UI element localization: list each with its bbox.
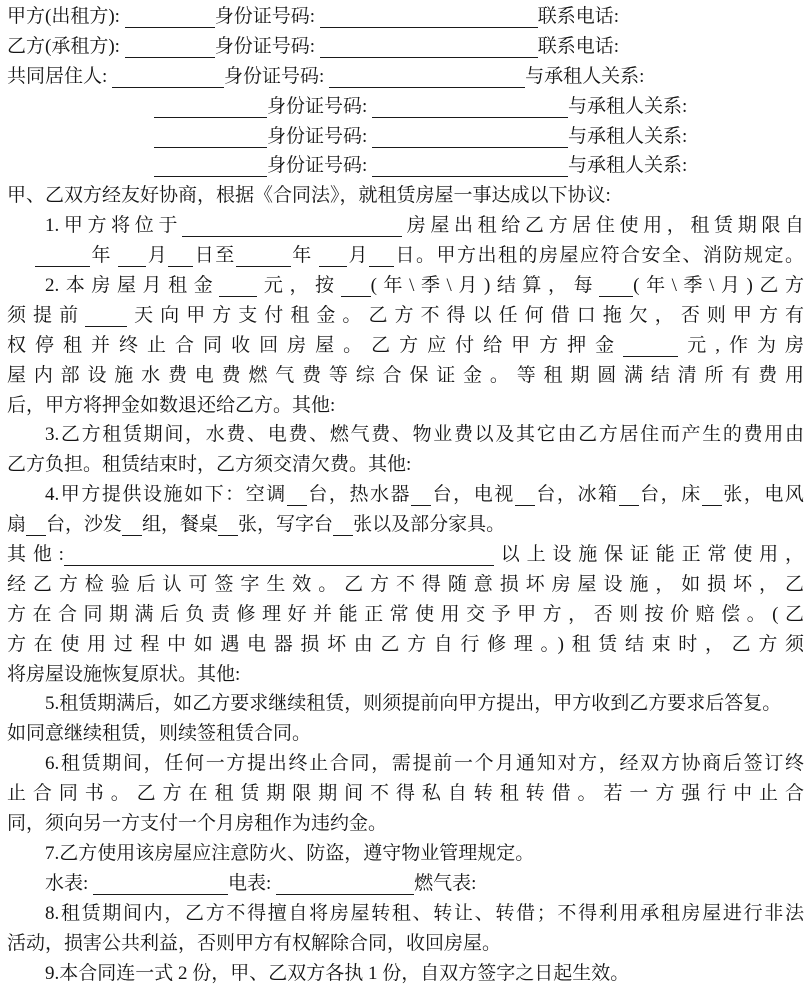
- text-segment: 元，按: [257, 275, 341, 297]
- line-clause5-b: [7, 719, 804, 749]
- line-clause4-a: [7, 480, 804, 510]
- fill-in-blank[interactable]: [623, 332, 678, 357]
- fill-in-blank[interactable]: [154, 123, 267, 148]
- text-segment: 与承租人关系:: [568, 95, 688, 117]
- line-cohabitant-2: [7, 92, 804, 122]
- text-segment: 房屋出租给乙方居住使用，租赁期限自: [402, 215, 804, 237]
- line-clause3-a: [7, 420, 804, 450]
- fill-in-blank[interactable]: [333, 511, 353, 536]
- fill-in-blank[interactable]: [319, 242, 347, 267]
- fill-in-blank[interactable]: [702, 481, 722, 506]
- text-segment: 权停租并终止合同收回房屋。乙方应付给甲方押金: [7, 334, 624, 356]
- text-segment: 元,作为房: [678, 334, 804, 356]
- text-segment: 联系电话:: [537, 35, 619, 57]
- line-party-a: [7, 2, 804, 32]
- text-segment: 甲方(出租方):: [7, 6, 125, 27]
- line-clause2-e: [7, 391, 804, 421]
- line-clause4-d: [7, 570, 804, 600]
- text-segment: 将房屋设施恢复原状。其他:: [7, 663, 241, 685]
- text-segment: 5.租赁期满后，如乙方要求继续租赁，则须提前向甲方提出，甲方收到乙方要求后答复。: [45, 693, 782, 715]
- line-party-b: [7, 32, 804, 62]
- fill-in-blank[interactable]: [85, 302, 127, 327]
- text-segment: 乙方负担。租赁结束时，乙方须交清欠费。其他:: [7, 454, 412, 476]
- text-segment: 方在使用过程中如遇电器损坏由乙方自行修理。)租赁结束时，乙方须: [7, 633, 804, 655]
- fill-in-blank[interactable]: [125, 3, 215, 28]
- text-segment: 月: [347, 245, 369, 267]
- fill-in-blank[interactable]: [369, 242, 394, 267]
- line-clause1-a: [7, 211, 804, 241]
- text-segment: 以上设施保证能正常使用，: [493, 544, 804, 566]
- text-segment: 身份证号码:: [214, 6, 320, 27]
- line-clause2-a: [7, 271, 804, 301]
- line-cohabitant-1: [7, 62, 804, 92]
- line-cohabitant-3: [7, 122, 804, 152]
- fill-in-blank[interactable]: [219, 272, 257, 297]
- line-clause4-g: [7, 660, 804, 690]
- text-segment: 同，须向另一方支付一个月房租作为违约金。: [7, 813, 388, 835]
- fill-in-blank[interactable]: [372, 123, 568, 148]
- fill-in-blank[interactable]: [515, 481, 535, 506]
- line-meters: [7, 869, 804, 899]
- fill-in-blank[interactable]: [619, 481, 639, 506]
- text-segment: 台，沙发: [46, 514, 123, 536]
- text-segment: 扇: [7, 514, 27, 536]
- fill-in-blank[interactable]: [122, 511, 142, 536]
- text-segment: 与承租人关系:: [525, 65, 645, 87]
- text-segment: 经乙方检验后认可签字生效。乙方不得随意损坏房屋设施，如损坏，乙: [7, 573, 804, 595]
- line-clause8-a: [7, 899, 804, 929]
- text-segment: 张以及部分家具。: [353, 514, 506, 536]
- line-clause2-b: [7, 301, 804, 331]
- line-clause5-a: [7, 689, 804, 719]
- text-segment: 活动，损害公共利益，否则甲方有权解除合同，收回房屋。: [7, 932, 502, 954]
- line-clause6-c: [7, 809, 804, 839]
- text-segment: 张，电风: [721, 484, 804, 506]
- text-segment: 如同意继续租赁，则续签租赁合同。: [7, 723, 312, 745]
- line-clause2-c: [7, 331, 804, 361]
- text-segment: (年\季\月)乙方: [633, 275, 804, 297]
- fill-in-blank[interactable]: [118, 242, 146, 267]
- text-segment: 方在合同期满后负责修理好并能正常使用交予甲方，否则按价赔偿。(乙: [7, 603, 804, 625]
- text-segment: 1.甲方将位于: [45, 215, 183, 237]
- fill-in-blank[interactable]: [372, 93, 568, 118]
- line-clause7: [7, 839, 804, 869]
- fill-in-blank[interactable]: [112, 63, 224, 88]
- text-segment: 台，床: [638, 484, 702, 506]
- text-segment: 屋内部设施水费电费燃气费等综合保证金。等租期圆满结清所有费用: [7, 364, 804, 386]
- text-segment: 身份证号码:: [214, 35, 320, 57]
- text-segment: 水表:: [45, 872, 94, 894]
- line-clause6-a: [7, 749, 804, 779]
- fill-in-blank[interactable]: [154, 93, 267, 118]
- fill-in-blank[interactable]: [93, 870, 228, 895]
- text-segment: 台，冰箱: [534, 484, 619, 506]
- text-segment: 电表:: [228, 872, 277, 894]
- text-segment: 联系电话:: [537, 6, 619, 27]
- text-segment: 须提前: [7, 304, 86, 326]
- text-segment: 与承租人关系:: [568, 125, 688, 147]
- text-segment: 年: [90, 245, 119, 267]
- line-clause6-b: [7, 779, 804, 809]
- text-segment: 燃气表:: [414, 872, 477, 894]
- fill-in-blank[interactable]: [125, 33, 215, 58]
- line-clause2-d: [7, 361, 804, 391]
- text-segment: 台，电视: [431, 484, 515, 506]
- fill-in-blank[interactable]: [26, 511, 46, 536]
- fill-in-blank[interactable]: [411, 481, 431, 506]
- fill-in-blank[interactable]: [341, 272, 371, 297]
- text-segment: 9.本合同连一式 2 份，甲、乙双方各执 1 份，自双方签字之日起生效。: [45, 962, 630, 984]
- line-clause1-b: [7, 241, 804, 271]
- text-segment: 天向甲方支付租金。乙方不得以任何借口拖欠，否则甲方有: [127, 304, 804, 326]
- text-segment: 日至: [193, 245, 236, 267]
- text-segment: 台，热水器: [306, 484, 412, 506]
- text-segment: 张，写字台: [238, 514, 334, 536]
- fill-in-blank[interactable]: [329, 63, 525, 88]
- text-segment: 6.租赁期间，任何一方提出终止合同，需提前一个月通知对方，经双方协商后签订终: [45, 753, 804, 775]
- text-segment: 身份证号码:: [224, 65, 330, 87]
- fill-in-blank[interactable]: [64, 541, 494, 566]
- line-clause8-b: [7, 929, 804, 959]
- text-segment: 日。甲方出租的房屋应符合安全、消防规定。: [394, 245, 804, 267]
- line-preamble: [7, 181, 804, 211]
- text-segment: (年\季\月)结算，每: [370, 275, 600, 297]
- fill-in-blank[interactable]: [287, 481, 307, 506]
- text-segment: 月: [146, 245, 169, 267]
- text-segment: 4.甲方提供设施如下：空调: [45, 484, 287, 506]
- line-clause4-f: [7, 630, 804, 660]
- text-segment: 共同居住人:: [7, 65, 113, 87]
- line-clause3-b: [7, 450, 804, 480]
- text-segment: 止合同书。乙方在租赁期限期间不得私自转租转借。若一方强行中止合: [7, 783, 804, 805]
- fill-in-blank[interactable]: [276, 870, 414, 895]
- text-segment: 身份证号码:: [267, 155, 373, 177]
- text-segment: 3.乙方租赁期间，水费、电费、燃气费、物业费以及其它由乙方居住而产生的费用由: [45, 424, 804, 446]
- fill-in-blank[interactable]: [320, 3, 538, 28]
- text-segment: 身份证号码:: [267, 95, 373, 117]
- fill-in-blank[interactable]: [372, 152, 568, 177]
- fill-in-blank[interactable]: [218, 511, 238, 536]
- fill-in-blank[interactable]: [35, 242, 90, 267]
- text-segment: 身份证号码:: [267, 125, 373, 147]
- text-segment: 8.租赁期间内，乙方不得擅自将房屋转租、转让、转借；不得利用承租房屋进行非法: [45, 902, 804, 924]
- fill-in-blank[interactable]: [154, 152, 267, 177]
- text-segment: 乙方(承租方):: [7, 35, 125, 57]
- line-clause9: [7, 959, 804, 989]
- text-segment: 2.本房屋月租金: [45, 275, 220, 297]
- fill-in-blank[interactable]: [236, 242, 291, 267]
- text-segment: 7.乙方使用该房屋应注意防火、防盗，遵守物业管理规定。: [45, 842, 535, 864]
- line-clause4-c: [7, 540, 804, 570]
- text-segment: 年: [290, 245, 319, 267]
- line-clause4-b: [7, 510, 804, 540]
- text-segment: 甲、乙双方经友好协商，根据《合同法》，就租赁房屋一事达成以下协议:: [7, 185, 611, 207]
- text-segment: 其他:: [7, 544, 64, 566]
- fill-in-blank[interactable]: [320, 33, 538, 58]
- fill-in-blank[interactable]: [599, 272, 633, 297]
- text-segment: 与承租人关系:: [568, 155, 688, 177]
- text-segment: 后，甲方将押金如数退还给乙方。其他:: [7, 394, 336, 416]
- line-clause4-e: [7, 600, 804, 630]
- fill-in-blank[interactable]: [168, 242, 193, 267]
- line-cohabitant-4: [7, 151, 804, 181]
- text-segment: 组，餐桌: [142, 514, 219, 536]
- fill-in-blank[interactable]: [182, 212, 402, 237]
